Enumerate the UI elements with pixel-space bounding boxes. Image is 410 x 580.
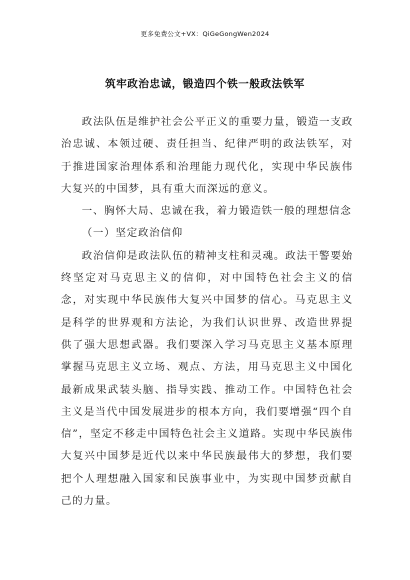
body-paragraph: 政治信仰是政法队伍的精神支柱和灵魂。政法干警要始终坚定对马克思主义的信仰，对中国特色社会主义的信念，对实现中华民族伟大复兴中国梦的信心。马克思主义是科学的世界观和方法论，为我们认识世界、改造世界提供了强大思想武器。我们要深入学习马克思主义基本原理掌握马克思主义立场、观点、方法，用马克思主义中国化最新成果武装头脑、指导实践、推动工作。中国特色社会主义是当代中国发展进步的根本方向，我们要增强“四个自信”，坚定不移走中国特色社会主义道路。实现中华民族伟大复兴中国梦是近代以来中华民族最伟大的梦想，我们要把个人理想融入国家和民族事业中，为实现中国梦贡献自己的力量。 [61,249,353,508]
document-body [61,111,353,512]
intro-paragraph: 政法队伍是维护社会公平正义的重要力量，锻造一支政治忠诚、本领过硬、责任担当、纪律严明的政法铁军，对于推进国家治理体系和治理能力现代化，实现中华民族伟大复兴的中国梦，具有重大而深远的意义。 [61,116,353,195]
document-title: 筑牢政治忠诚，锻造四个铁一般政法铁军 [105,78,305,90]
section-heading: 一、胸怀大局、忠诚在我，着力锻造铁一般的理想信念 [81,205,352,218]
subsection-heading: （一）坚定政治信仰 [81,227,183,240]
header-note: 更多免费公文+VX：QiGeGongWen2024 [140,30,270,38]
